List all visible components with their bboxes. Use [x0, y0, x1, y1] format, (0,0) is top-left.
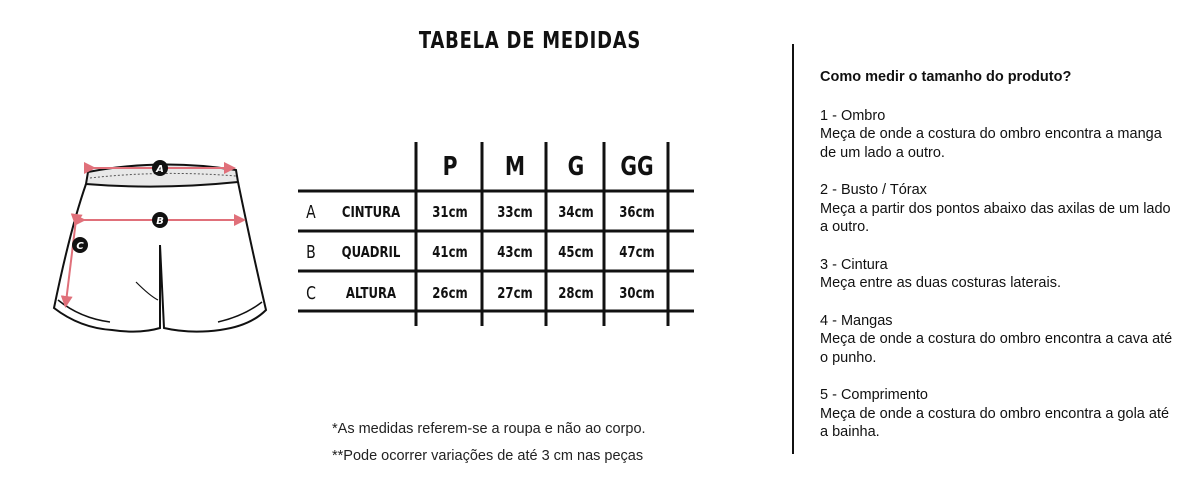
guide-title: Como medir o tamanho do produto? — [820, 69, 1072, 85]
size-g-header: G — [567, 152, 585, 182]
note-variation: **Pode ocorrer variações de até 3 cm nas peças — [332, 448, 644, 464]
marker-a-icon — [152, 160, 168, 176]
row-letter: C — [306, 283, 316, 304]
guide-item-text: Meça de onde a costura do ombro encontra a manga de um lado a outro. — [820, 126, 1162, 161]
svg-text:A: A — [156, 164, 164, 175]
guide-item-heading: 3 - Cintura — [820, 256, 888, 273]
size-m-header: M — [504, 152, 526, 182]
page-title: TABELA DE MEDIDAS — [418, 28, 642, 54]
table-cell: 34cm — [558, 203, 594, 221]
table-cell: 47cm — [619, 243, 655, 261]
guide-item — [820, 181, 1180, 237]
table-cell: 30cm — [619, 284, 655, 302]
shorts-diagram — [40, 150, 280, 350]
marker-b-icon — [152, 212, 168, 228]
notes — [332, 416, 646, 470]
guide-item-text: Meça de onde a costura do ombro encontra a cava até o punho. — [820, 331, 1173, 366]
svg-text:C: C — [76, 241, 84, 252]
row-name: CINTURA — [341, 203, 401, 221]
measuring-guide — [820, 68, 1180, 461]
table-cell: 45cm — [558, 243, 594, 261]
size-p-header: P — [442, 152, 458, 182]
row-letter: B — [306, 242, 316, 263]
table-cell: 26cm — [432, 284, 468, 302]
svg-text:B: B — [156, 216, 164, 227]
guide-item-text: Meça a partir dos pontos abaixo das axilas de um lado a outro. — [820, 200, 1171, 235]
guide-item-text: Meça entre as duas costuras laterais. — [820, 275, 1061, 291]
guide-item — [820, 386, 1180, 442]
table-cell: 27cm — [497, 284, 533, 302]
guide-item-heading: 2 - Busto / Tórax — [820, 182, 927, 198]
note-measurements: *As medidas referem-se a roupa e não ao corpo. — [332, 421, 646, 437]
table-cell: 36cm — [619, 203, 655, 221]
table-cell: 31cm — [432, 203, 468, 221]
table-cell: 28cm — [558, 284, 594, 302]
table-cell: 41cm — [432, 243, 468, 261]
guide-item-text: Meça de onde a costura do ombro encontra a gola até a bainha. — [820, 405, 1170, 440]
row-letter: A — [306, 202, 316, 223]
guide-item — [820, 256, 1180, 293]
table-cell: 33cm — [497, 203, 533, 221]
guide-item-heading: 1 - Ombro — [820, 107, 886, 124]
table-cell: 43cm — [497, 243, 533, 261]
guide-item-heading: 5 - Comprimento — [820, 387, 928, 403]
size-gg-header: GG — [620, 152, 654, 182]
row-name: ALTURA — [345, 284, 397, 302]
guide-item — [820, 312, 1180, 368]
marker-c-icon — [72, 237, 88, 253]
guide-item-heading: 4 - Mangas — [820, 312, 893, 329]
vertical-divider — [792, 44, 794, 454]
guide-item — [820, 107, 1180, 163]
row-name: QUADRIL — [341, 243, 401, 261]
